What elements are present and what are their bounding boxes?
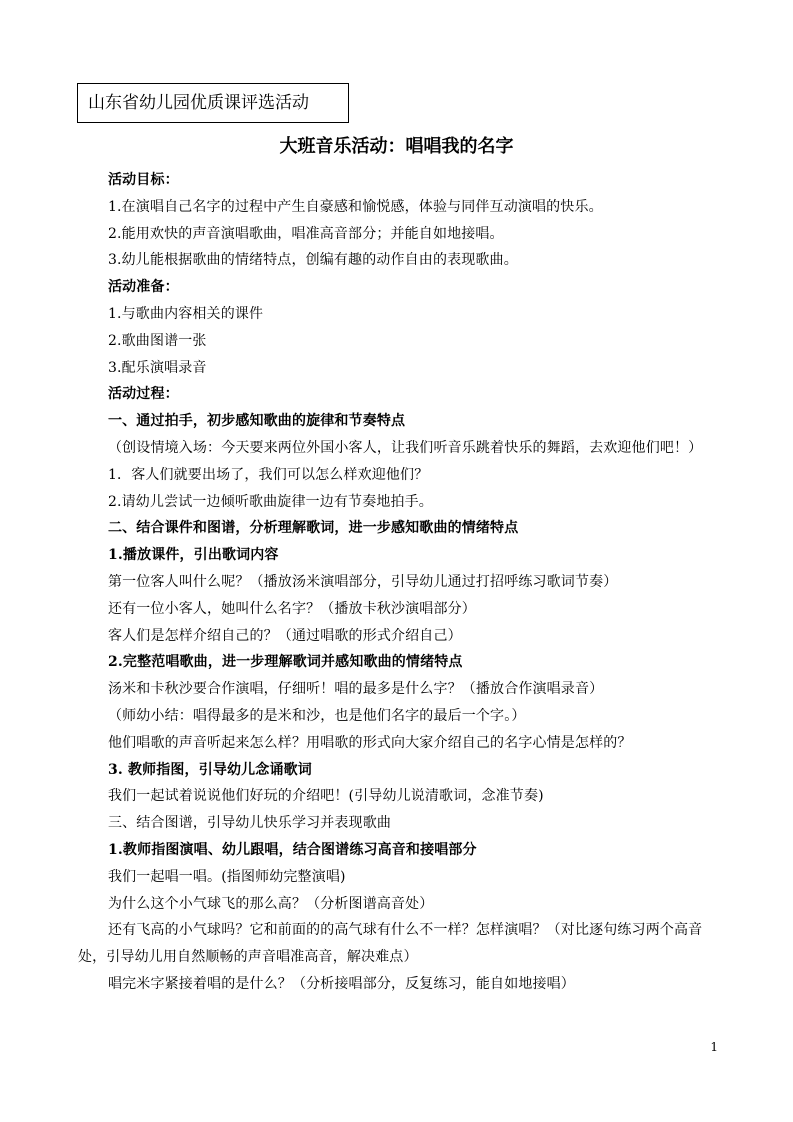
- section-1-heading: 一、通过拍手，初步感知歌曲的旋律和节奏特点: [108, 413, 406, 430]
- page-title: 大班音乐活动：唱唱我的名字: [279, 136, 514, 157]
- goal-item: 2.能用欢快的声音演唱歌曲，唱准高音部分；并能自如地接唱。: [108, 225, 504, 242]
- section-1-intro: （创设情境入场：今天要来两位外国小客人，让我们听音乐跳着快乐的舞蹈，去欢迎他们吧！）: [108, 439, 703, 456]
- section-2-sub2-line: 他们唱歌的声音听起来怎么样？用唱歌的形式向大家介绍自己的名字心情是怎样的？: [108, 734, 632, 751]
- document-body: [78, 167, 720, 998]
- header-box: 山东省幼儿园优质课评选活动: [77, 83, 349, 123]
- prep-heading: 活动准备：: [108, 279, 179, 296]
- goal-item: 1.在演唱自己名字的过程中产生自豪感和愉悦感，体验与同伴互动演唱的快乐。: [108, 198, 603, 215]
- prep-item: 1.与歌曲内容相关的课件: [108, 305, 264, 322]
- section-3-sub1-last: 唱完米字紧接着唱的是什么？（分析接唱部分，反复练习，能自如地接唱）: [108, 975, 575, 992]
- section-1-item: 2.请幼儿尝试一边倾听歌曲旋律一边有节奏地拍手。: [108, 493, 433, 510]
- section-3-sub1-heading: 1.教师指图演唱、幼儿跟唱，结合图谱练习高音和接唱部分: [108, 841, 477, 858]
- section-1-item: 1．客人们就要出场了，我们可以怎么样欢迎他们？: [108, 466, 429, 483]
- section-3-sub1-line: 为什么这个小气球飞的那么高？（分析图谱高音处）: [108, 895, 434, 912]
- section-3-sub1-long: 还有飞高的小气球吗？它和前面的的高气球有什么不一样？怎样演唱？（对比逐句练习两个高音处，引导幼儿用自然顺畅的声音唱准高音，解决难点）: [78, 922, 703, 966]
- section-2-sub2-line: 汤米和卡秋沙要合作演唱，仔细听！唱的最多是什么字？（播放合作演唱录音）: [108, 681, 604, 698]
- section-2-sub2-line: （师幼小结：唱得最多的是米和沙，也是他们名字的最后一个字。）: [108, 707, 526, 724]
- goals-heading: 活动目标：: [108, 172, 179, 188]
- section-2-sub1-line: 客人们是怎样介绍自己的？（通过唱歌的形式介绍自己）: [108, 627, 462, 644]
- section-3-heading: 三、结合图谱，引导幼儿快乐学习并表现歌曲: [108, 815, 391, 832]
- prep-item: 3.配乐演唱录音: [108, 359, 207, 376]
- section-2-sub2-heading: 2.完整范唱歌曲，进一步理解歌词并感知歌曲的情绪特点: [108, 654, 463, 671]
- section-2-sub3-heading: 3. 教师指图，引导幼儿念诵歌词: [108, 761, 312, 778]
- section-2-heading: 二、结合课件和图谱，分析理解歌词，进一步感知歌曲的情绪特点: [108, 520, 519, 537]
- section-3-sub1-line: 我们一起唱一唱。(指图师幼完整演唱): [108, 868, 346, 885]
- page-number: 1: [710, 1040, 718, 1054]
- prep-item: 2.歌曲图谱一张: [108, 332, 207, 349]
- section-2-sub3-line: 我们一起试着说说他们好玩的介绍吧！(引导幼儿说清歌词，念准节奏): [108, 788, 544, 805]
- section-2-sub1-line: 第一位客人叫什么呢？（播放汤米演唱部分，引导幼儿通过打招呼练习歌词节奏）: [108, 573, 618, 590]
- section-2-sub1-heading: 1.播放课件，引出歌词内容: [108, 547, 279, 564]
- process-heading: 活动过程：: [108, 386, 179, 403]
- section-2-sub1-line: 还有一位小客人，她叫什么名字？（播放卡秋沙演唱部分）: [108, 600, 476, 617]
- goal-item: 3.幼儿能根据歌曲的情绪特点，创编有趣的动作自由的表现歌曲。: [108, 252, 518, 269]
